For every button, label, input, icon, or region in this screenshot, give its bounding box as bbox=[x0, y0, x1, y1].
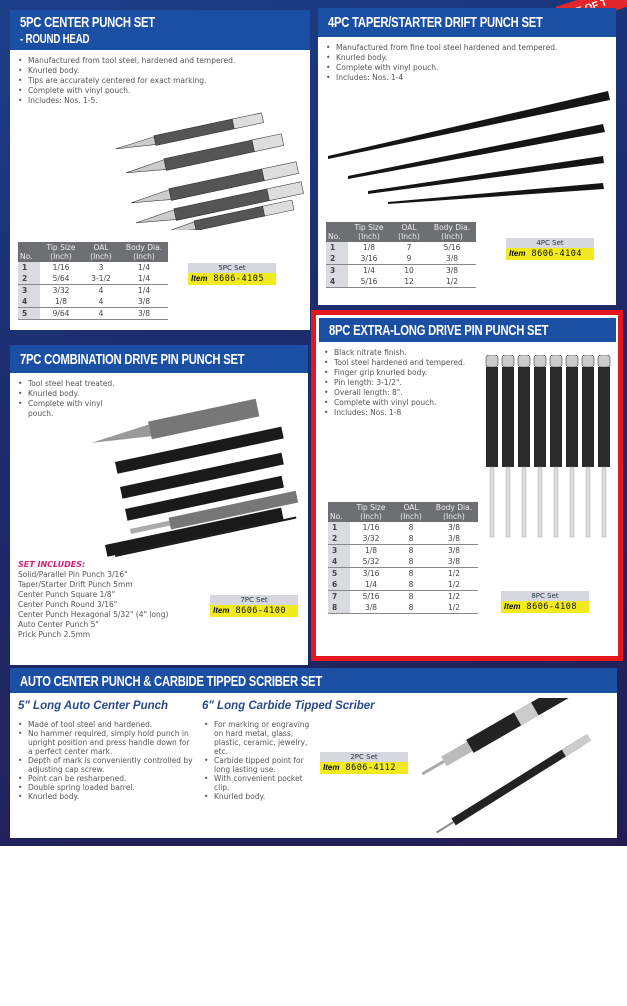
column-header: Tip Size (Inch) bbox=[350, 502, 392, 522]
feature-item: • Point can be resharpened. bbox=[28, 774, 195, 783]
included-item: Solid/Parallel Pin Punch 3/16" bbox=[18, 570, 128, 579]
included-item: Taper/Starter Drift Punch 5mm bbox=[18, 580, 133, 589]
table-header-row bbox=[328, 502, 478, 522]
table-cell: 1/2 bbox=[447, 580, 461, 589]
table-cell: 4 bbox=[98, 297, 104, 306]
table-cell: 7 bbox=[406, 243, 412, 252]
panel-subtitle: - ROUND HEAD bbox=[20, 31, 90, 46]
column-header: No. bbox=[326, 222, 348, 242]
item-number bbox=[188, 273, 276, 285]
item-code: 8606-4105 bbox=[213, 274, 265, 284]
spec-table bbox=[328, 502, 478, 614]
table-cell: 1/2 bbox=[430, 591, 478, 603]
feature-item: • Knurled body. bbox=[28, 66, 310, 76]
title-text: 4PC TAPER/STARTER DRIFT PUNCH SET bbox=[328, 14, 543, 31]
drive-pin-punch bbox=[534, 355, 546, 367]
table-row bbox=[18, 296, 168, 308]
table-cell: 1/4 bbox=[137, 263, 151, 272]
column-header: OAL (Inch) bbox=[390, 222, 428, 242]
table-cell: 8 bbox=[392, 568, 430, 580]
table-cell: 3-1/2 bbox=[91, 274, 111, 283]
item-code: 8606-4108 bbox=[526, 602, 578, 612]
item-number-box bbox=[188, 263, 276, 285]
feature-list bbox=[318, 37, 616, 83]
drive-pin-punch-body bbox=[486, 367, 498, 467]
feature-item: • Includes: Nos. 1-8 bbox=[334, 408, 466, 418]
table-cell: 10 bbox=[390, 265, 428, 277]
drive-pin-punch-body bbox=[598, 367, 610, 467]
drive-pin-punch-pin bbox=[522, 467, 526, 537]
table-cell: 8 bbox=[408, 523, 414, 532]
table-cell: 4 bbox=[82, 308, 120, 320]
spec-table bbox=[326, 222, 476, 288]
table-cell: 12 bbox=[404, 277, 414, 286]
drive-pin-punch bbox=[598, 355, 610, 367]
drive-pin-punch bbox=[518, 355, 530, 367]
title-text: 5PC CENTER PUNCH SET bbox=[20, 14, 155, 31]
table-row bbox=[328, 568, 478, 580]
panel-title bbox=[319, 318, 616, 342]
table-header-row bbox=[326, 222, 476, 242]
drive-pin-punch-pin bbox=[554, 467, 558, 537]
table-cell: 1/2 bbox=[430, 568, 478, 580]
item-number-box bbox=[320, 752, 408, 774]
punch-and-scriber-image bbox=[415, 698, 615, 838]
set-label: 4PC Set bbox=[506, 238, 594, 248]
drive-pin-punch-pin bbox=[538, 467, 542, 537]
column-header: OAL (Inch) bbox=[392, 502, 430, 522]
feature-item: • Finger grip knurled body. bbox=[334, 368, 466, 378]
drive-pin-punch-body bbox=[518, 367, 530, 467]
feature-item: • Carbide tipped point for long lasting use. bbox=[214, 756, 311, 774]
table-cell: 4 bbox=[326, 276, 348, 288]
table-cell: 3/8 bbox=[447, 534, 461, 543]
table-cell: 3/8 bbox=[447, 523, 461, 532]
feature-item: • Double spring loaded barrel. bbox=[28, 783, 195, 792]
table-cell: 8 bbox=[408, 534, 414, 543]
table-cell: 3/8 bbox=[137, 297, 151, 306]
item-label: Item bbox=[509, 249, 526, 258]
table-row bbox=[326, 276, 476, 288]
drive-pin-punch bbox=[502, 355, 514, 367]
table-cell: 4 bbox=[328, 556, 350, 568]
feature-item: • Manufactured from fine tool steel hardened and tempered. bbox=[336, 43, 616, 53]
table-row bbox=[18, 262, 168, 273]
panel-title bbox=[318, 8, 616, 37]
feature-item: • Black nitrate finish. bbox=[334, 348, 466, 358]
feature-item: • Complete with vinyl pouch. bbox=[334, 398, 466, 408]
auto-punch-feature-list bbox=[10, 714, 195, 801]
feature-item: • With convenient pocket clip. bbox=[214, 774, 311, 792]
feature-item: • Tips are accurately centered for exact marking. bbox=[28, 76, 310, 86]
table-cell: 3 bbox=[328, 545, 350, 557]
auto-punch-title: 5" Long Auto Center Punch bbox=[18, 700, 169, 712]
feature-item: • Tool steel heat treated. bbox=[28, 379, 130, 389]
table-row bbox=[326, 253, 476, 265]
item-number bbox=[506, 248, 594, 260]
set-label: 2PC Set bbox=[320, 752, 408, 762]
drive-pin-punch bbox=[582, 355, 594, 367]
feature-item: • Knurled body. bbox=[336, 53, 616, 63]
table-cell: 7 bbox=[328, 591, 350, 603]
column-header: Body Dia. (Inch) bbox=[430, 502, 478, 522]
table-row bbox=[328, 545, 478, 557]
table-cell: 1 bbox=[326, 242, 348, 253]
drive-pin-punch bbox=[566, 355, 578, 367]
table-cell: 8 bbox=[392, 591, 430, 603]
item-number-box bbox=[506, 238, 594, 260]
table-cell: 3/8 bbox=[430, 545, 478, 557]
table-cell: 3/8 bbox=[364, 603, 378, 612]
feature-item: • Manufactured from tool steel, hardened and tempered. bbox=[28, 56, 310, 66]
feature-item: • Made of tool steel and hardened. bbox=[28, 720, 195, 729]
feature-item: • Knurled body. bbox=[214, 792, 311, 801]
column-header: No. bbox=[18, 242, 40, 262]
table-row bbox=[328, 556, 478, 568]
drive-pin-punch-pin bbox=[586, 467, 590, 537]
table-cell: 1/2 bbox=[447, 603, 461, 612]
combination-punch-image bbox=[85, 397, 300, 557]
table-row bbox=[18, 285, 168, 297]
table-cell: 3/16 bbox=[350, 568, 392, 580]
table-cell: 5/16 bbox=[443, 243, 461, 252]
table-header-row bbox=[18, 242, 168, 262]
table-cell: 1 bbox=[18, 262, 40, 273]
table-row bbox=[328, 522, 478, 533]
table-cell: 1/8 bbox=[54, 297, 68, 306]
column-header: No. bbox=[328, 502, 350, 522]
table-cell: 3/8 bbox=[120, 308, 168, 320]
set-label: 5PC Set bbox=[188, 263, 276, 273]
table-row bbox=[326, 242, 476, 253]
table-cell: 9 bbox=[406, 254, 412, 263]
drive-pin-punch-body bbox=[566, 367, 578, 467]
table-cell: 8 bbox=[408, 603, 414, 612]
panel-title bbox=[10, 10, 310, 50]
drive-pin-punch-body bbox=[502, 367, 514, 467]
table-cell: 3/8 bbox=[447, 557, 461, 566]
set-includes bbox=[18, 560, 200, 640]
feature-item: • Pin length: 3-1/2". bbox=[334, 378, 466, 388]
panel-auto-center-punch-scriber bbox=[10, 668, 617, 838]
panel-4pc-drift-punch bbox=[318, 8, 616, 305]
drive-pin-punch-body bbox=[534, 367, 546, 467]
table-cell: 5 bbox=[18, 308, 40, 320]
included-item: Prick Punch 2.5mm bbox=[18, 630, 91, 639]
table-cell: 1/2 bbox=[445, 277, 459, 286]
table-cell: 3 bbox=[18, 285, 40, 297]
item-code: 8606-4112 bbox=[345, 763, 397, 773]
drive-pin-punch-pin bbox=[490, 467, 494, 537]
panel-5pc-center-punch bbox=[10, 10, 310, 330]
table-cell: 8 bbox=[408, 557, 414, 566]
feature-item: • Depth of mark is conveniently controlled by adjusting cap screw. bbox=[28, 756, 195, 774]
table-cell: 5/32 bbox=[362, 557, 380, 566]
table-row bbox=[328, 579, 478, 591]
table-cell: 2 bbox=[326, 253, 348, 265]
drive-pin-punch bbox=[550, 355, 562, 367]
panel-7pc-combination-punch bbox=[10, 345, 308, 665]
column-header: Body Dia. (Inch) bbox=[120, 242, 168, 262]
feature-item: • Complete with vinyl pouch. bbox=[28, 86, 310, 96]
table-cell: 2 bbox=[328, 533, 350, 545]
table-cell: 1/8 bbox=[362, 243, 376, 252]
drive-pin-punch-pin bbox=[602, 467, 606, 537]
drive-pin-punch-pin bbox=[570, 467, 574, 537]
table-cell: 3 bbox=[326, 265, 348, 277]
table-cell: 5/64 bbox=[52, 274, 70, 283]
table-cell: 5/16 bbox=[350, 591, 392, 603]
feature-item: • Complete with vinyl pouch. bbox=[28, 399, 130, 419]
table-cell: 8 bbox=[408, 580, 414, 589]
table-row bbox=[328, 602, 478, 614]
table-cell: 4 bbox=[18, 296, 40, 308]
table-cell: 6 bbox=[328, 579, 350, 591]
drive-pin-punch-body bbox=[582, 367, 594, 467]
table-row bbox=[18, 308, 168, 320]
panel-8pc-extra-long-punch bbox=[311, 310, 623, 661]
feature-item: • Tool steel hardened and tempered. bbox=[334, 358, 466, 368]
feature-item: • Overall length: 8". bbox=[334, 388, 466, 398]
scriber-title: 6" Long Carbide Tipped Scriber bbox=[202, 700, 375, 712]
table-cell: 3/32 bbox=[362, 534, 380, 543]
table-cell: 1/16 bbox=[362, 523, 380, 532]
included-item: Center Punch Round 3/16" bbox=[18, 600, 118, 609]
item-label: Item bbox=[504, 602, 521, 611]
item-label: Item bbox=[191, 274, 208, 283]
table-cell: 5 bbox=[328, 568, 350, 580]
table-cell: 1/4 bbox=[137, 274, 151, 283]
table-cell: 1/4 bbox=[120, 285, 168, 297]
item-code: 8606-4100 bbox=[235, 606, 287, 616]
item-number-box bbox=[210, 595, 298, 617]
table-cell: 8 bbox=[392, 545, 430, 557]
table-cell: 1/4 bbox=[364, 580, 378, 589]
panel-title bbox=[10, 345, 308, 373]
table-cell: 1/8 bbox=[350, 545, 392, 557]
title-text: AUTO CENTER PUNCH & CARBIDE TIPPED SCRIBER SET bbox=[20, 673, 322, 690]
feature-list bbox=[316, 342, 466, 418]
table-cell: 3 bbox=[98, 263, 104, 272]
item-label: Item bbox=[323, 763, 340, 772]
set-label: 7PC Set bbox=[210, 595, 298, 605]
feature-item: • No hammer required, simply hold punch in upright position and press handle down for a perfect center mark. bbox=[28, 729, 195, 756]
table-cell: 1 bbox=[328, 522, 350, 533]
feature-item: • For marking or engraving on hard metal, glass, plastic, ceramic, jewelry, etc. bbox=[214, 720, 311, 756]
set-label: 8PC Set bbox=[501, 591, 589, 601]
item-number bbox=[320, 762, 408, 774]
set-includes-title: SET INCLUDES: bbox=[18, 560, 86, 569]
included-item: Center Punch Hexagonal 5/32" (4" long) bbox=[18, 610, 169, 619]
spec-table bbox=[18, 242, 168, 320]
column-header: Tip Size (Inch) bbox=[348, 222, 390, 242]
column-header: Body Dia. (Inch) bbox=[428, 222, 476, 242]
table-cell: 1/16 bbox=[52, 263, 70, 272]
center-punch-image bbox=[115, 90, 305, 230]
extra-long-punch-image bbox=[484, 355, 616, 545]
table-cell: 8 bbox=[328, 602, 350, 614]
scriber-feature-list bbox=[196, 714, 311, 801]
item-code: 8606-4104 bbox=[531, 249, 583, 259]
table-cell: 3/32 bbox=[40, 285, 82, 297]
table-row bbox=[328, 533, 478, 545]
feature-item: • Knurled body. bbox=[28, 792, 195, 801]
table-cell: 9/64 bbox=[40, 308, 82, 320]
included-item: Center Punch Square 1/8" bbox=[18, 590, 116, 599]
drift-punch-image bbox=[328, 86, 613, 206]
column-header: OAL (Inch) bbox=[82, 242, 120, 262]
table-row bbox=[18, 273, 168, 285]
table-cell: 5/16 bbox=[360, 277, 378, 286]
feature-item: • Complete with vinyl pouch. bbox=[336, 63, 616, 73]
title-text: 8PC EXTRA-LONG DRIVE PIN PUNCH SET bbox=[329, 322, 549, 339]
feature-item: • Includes: Nos. 1-4 bbox=[336, 73, 616, 83]
table-row bbox=[328, 591, 478, 603]
table-cell: 3/8 bbox=[428, 265, 476, 277]
feature-item: • Includes: Nos. 1-5. bbox=[28, 96, 310, 106]
drive-pin-punch bbox=[486, 355, 498, 367]
table-cell: 1/4 bbox=[348, 265, 390, 277]
included-item: Auto Center Punch 5" bbox=[18, 620, 99, 629]
table-cell: 3/16 bbox=[360, 254, 378, 263]
item-label: Item bbox=[213, 606, 230, 615]
title-text: 7PC COMBINATION DRIVE PIN PUNCH SET bbox=[20, 351, 245, 368]
feature-item: • Knurled body. bbox=[28, 389, 130, 399]
item-number bbox=[210, 605, 298, 617]
column-header: Tip Size (Inch) bbox=[40, 242, 82, 262]
drive-pin-punch-pin bbox=[506, 467, 510, 537]
item-number-box bbox=[501, 591, 589, 613]
table-cell: 2 bbox=[18, 273, 40, 285]
panel-title bbox=[10, 668, 617, 693]
set-includes-list bbox=[18, 570, 200, 640]
table-row bbox=[326, 265, 476, 277]
item-number bbox=[501, 601, 589, 613]
table-cell: 4 bbox=[82, 285, 120, 297]
table-cell: 3/8 bbox=[445, 254, 459, 263]
drive-pin-punch-body bbox=[550, 367, 562, 467]
